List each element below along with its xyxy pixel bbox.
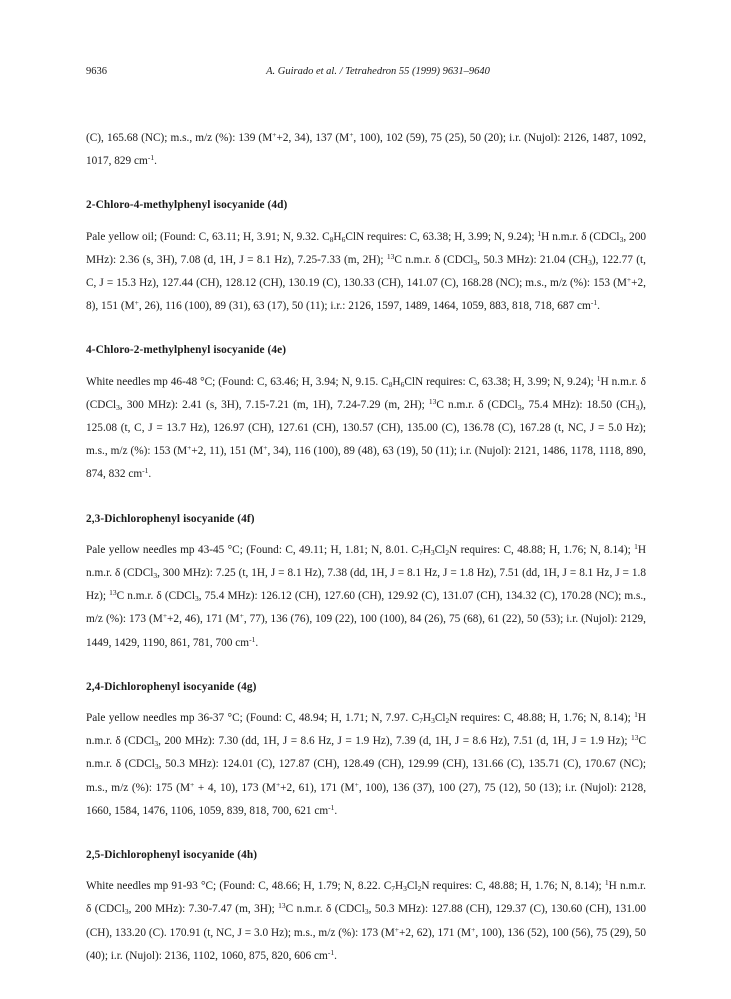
intro-paragraph: (C), 165.68 (NC); m.s., m/z (%): 139 (M++2, 34), 137 (M+, 100), 102 (59), 75 (25), 50 (20); i.r. (Nujol): 2126, 1487, 1092, 1017, 829 $cm^{-1}$.	[86, 130, 647, 168]
section-title-4e: 4-Chloro-2-methylphenyl isocyanide (4e)	[86, 344, 287, 357]
section-body-4g: Pale yellow needles mp 36-37 °C; (Found: C, 48.94; H, 1.71; N, 7.97. $C_7H_3Cl_2N$ requires: C, 48.88; H, 1.76; N, 8.14); $^1$H n.m.r. δ (CDCl$_3$, 200 MHz): 7.30 (dd, 1H, J = 8.6 Hz, J = 1.9 Hz), 7.39 (d, 1H, J = 8.6 Hz), 7.51 (d, 1H, J = 1.9 Hz); $^{13}$C n.m.r. δ (CDCl$_3$, 50.3 MHz): 124.01 (C), 127.87 (CH), 128.49 (CH), 129.99 (CH), 131.66 (C), 135.71 (C), 170.67 (NC); m.s., m/z (%): 175 (M+ + 4, 10), 173 (M++2, 61), 171 (M+, 100), 136 (37), 100 (27), 75 (12), 50 (13); i.r. (Nujol): 2128, 1660, 1584, 1476, 1106, 1059, 839, 818, 700, 621 $cm^{-1}$.	[86, 710, 647, 817]
page-header	[86, 66, 646, 82]
section-title-4f: 2,3-Dichlorophenyl isocyanide (4f)	[86, 512, 255, 525]
section-title-4g: 2,4-Dichlorophenyl isocyanide (4g)	[86, 680, 257, 693]
section-title-4h: 2,5-Dichlorophenyl isocyanide (4h)	[86, 849, 258, 862]
section-body-4f: Pale yellow needles mp 43-45 °C; (Found: C, 49.11; H, 1.81; N, 8.01. $C_7H_3Cl_2N$ requires: C, 48.88; H, 1.76; N, 8.14); $^1$H n.m.r. δ (CDCl$_3$, 300 MHz): 7.25 (t, 1H, J = 8.1 Hz), 7.38 (dd, 1H, J = 8.1 Hz, J = 1.8 Hz), 7.51 (dd, 1H, J = 8.1 Hz, J = 1.8 Hz); $^{13}$C n.m.r. δ (CDCl$_3$, 75.4 MHz): 126.12 (CH), 127.60 (CH), 129.92 (C), 131.07 (CH), 134.32 (C), 170.28 (NC); m.s., m/z (%): 173 (M++2, 46), 171 (M+, 77), 136 (76), 109 (22), 100 (100), 84 (26), 75 (68), 61 (22), 50 (53); i.r. (Nujol): 2129, 1449, 1429, 1190, 861, 781, 700 $cm^{-1}$.	[86, 541, 647, 649]
section-body-4e: White needles mp 46-48 °C; (Found: C, 63.46; H, 3.94; N, 9.15. $C_8H_6ClN$ requires: C, 63.38; H, 3.99; N, 9.24); $^1$H n.m.r. δ (CDCl$_3$, 300 MHz): 2.41 (s, 3H), 7.15-7.21 (m, 1H), 7.24-7.29 (m, 2H); $^{13}$C n.m.r. δ (CDCl$_3$, 75.4 MHz): 18.50 $(CH_3)$, 125.08 (t, C, J = 13.7 Hz), 126.97 (CH), 127.61 (CH), 130.57 (CH), 135.00 (C), 136.78 (C), 167.28 (t, NC, J = 5.0 Hz); m.s., m/z (%): 153 (M++2, 11), 151 (M+, 34), 116 (100), 89 (48), 63 (19), 50 (11); i.r. (Nujol): 2121, 1486, 1178, 1118, 890, 874, 832 $cm^{-1}$.	[86, 373, 646, 481]
section-body-4h: White needles mp 91-93 °C; (Found: C, 48.66; H, 1.79; N, 8.22. $C_7H_3Cl_2N$ requires: C, 48.88; H, 1.76; N, 8.14); $^1$H n.m.r. δ (CDCl$_3$, 200 MHz): 7.30-7.47 (m, 3H); $^{13}$C n.m.r. δ (CDCl$_3$, 50.3 MHz): 127.88 (CH), 129.37 (C), 130.60 (CH), 131.00 (CH), 133.20 (C). 170.91 (t, NC, J = 3.0 Hz); m.s., m/z (%): 173 (M++2, 62), 171 (M+, 100), 136 (52), 100 (56), 75 (29), 50 (40); i.r. (Nujol): 2136, 1102, 1060, 875, 820, 606 $cm^{-1}$.	[86, 878, 647, 962]
section-title-4d: 2-Chloro-4-methylphenyl isocyanide (4d)	[86, 199, 288, 212]
running-head: A. Guirado et al. / Tetrahedron 55 (1999) 9631–9640	[266, 66, 490, 77]
main-content	[86, 127, 646, 968]
page-number: 9636	[86, 66, 107, 77]
section-body-4d: Pale yellow oil; (Found: C, 63.11; H, 3.91; N, 9.32. $C_8H_6ClN$ requires: C, 63.38; H, 3.99; N, 9.24); $^1$H n.m.r. δ (CDCl$_3$, 200 MHz): 2.36 (s, 3H), 7.08 (d, 1H, J = 8.1 Hz), 7.25-7.33 (m, 2H); $^{13}$C n.m.r. δ (CDCl$_3$, 50.3 MHz): 21.04 $(CH_3)$, 122.77 (t, C, J = 15.3 Hz), 127.44 (CH), 128.12 (CH), 130.19 (C), 130.33 (CH), 141.07 (C), 168.28 (NC); m.s., m/z (%): 153 (M++2, 8), 151 (M+, 26), 116 (100), 89 (31), 63 (17), 50 (11); i.r.: 2126, 1597, 1489, 1464, 1059, 883, 818, 718, 687 $cm^{-1}$.	[86, 228, 646, 313]
